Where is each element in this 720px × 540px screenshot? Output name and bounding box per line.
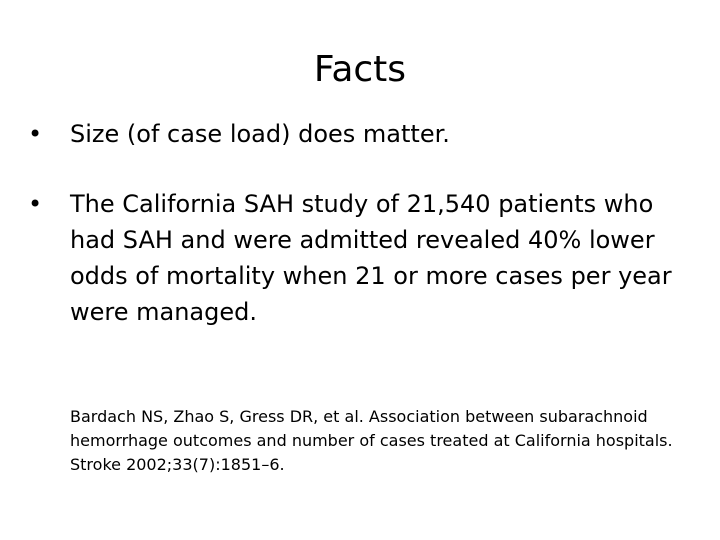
bullet-text: The California SAH study of 21,540 patients who had SAH and were admitted revealed 40% lower odds of mortality when 21 or more cases per year were managed.: [70, 190, 672, 326]
bullet-text: Size (of case load) does matter.: [70, 120, 450, 148]
bullet-marker: •: [28, 120, 43, 148]
slide-title: Facts: [313, 49, 407, 90]
bullet-item: [28, 116, 688, 152]
bullet-item: [28, 186, 688, 330]
bullet-list: [28, 116, 688, 330]
citation: Bardach NS, Zhao S, Gress DR, et al. Association between subarachnoid hemorrhage outcomes and number of cases treated at California hospitals. Stroke 2002;33(7):1851–6.: [70, 407, 673, 474]
bullet-marker: •: [28, 190, 43, 218]
